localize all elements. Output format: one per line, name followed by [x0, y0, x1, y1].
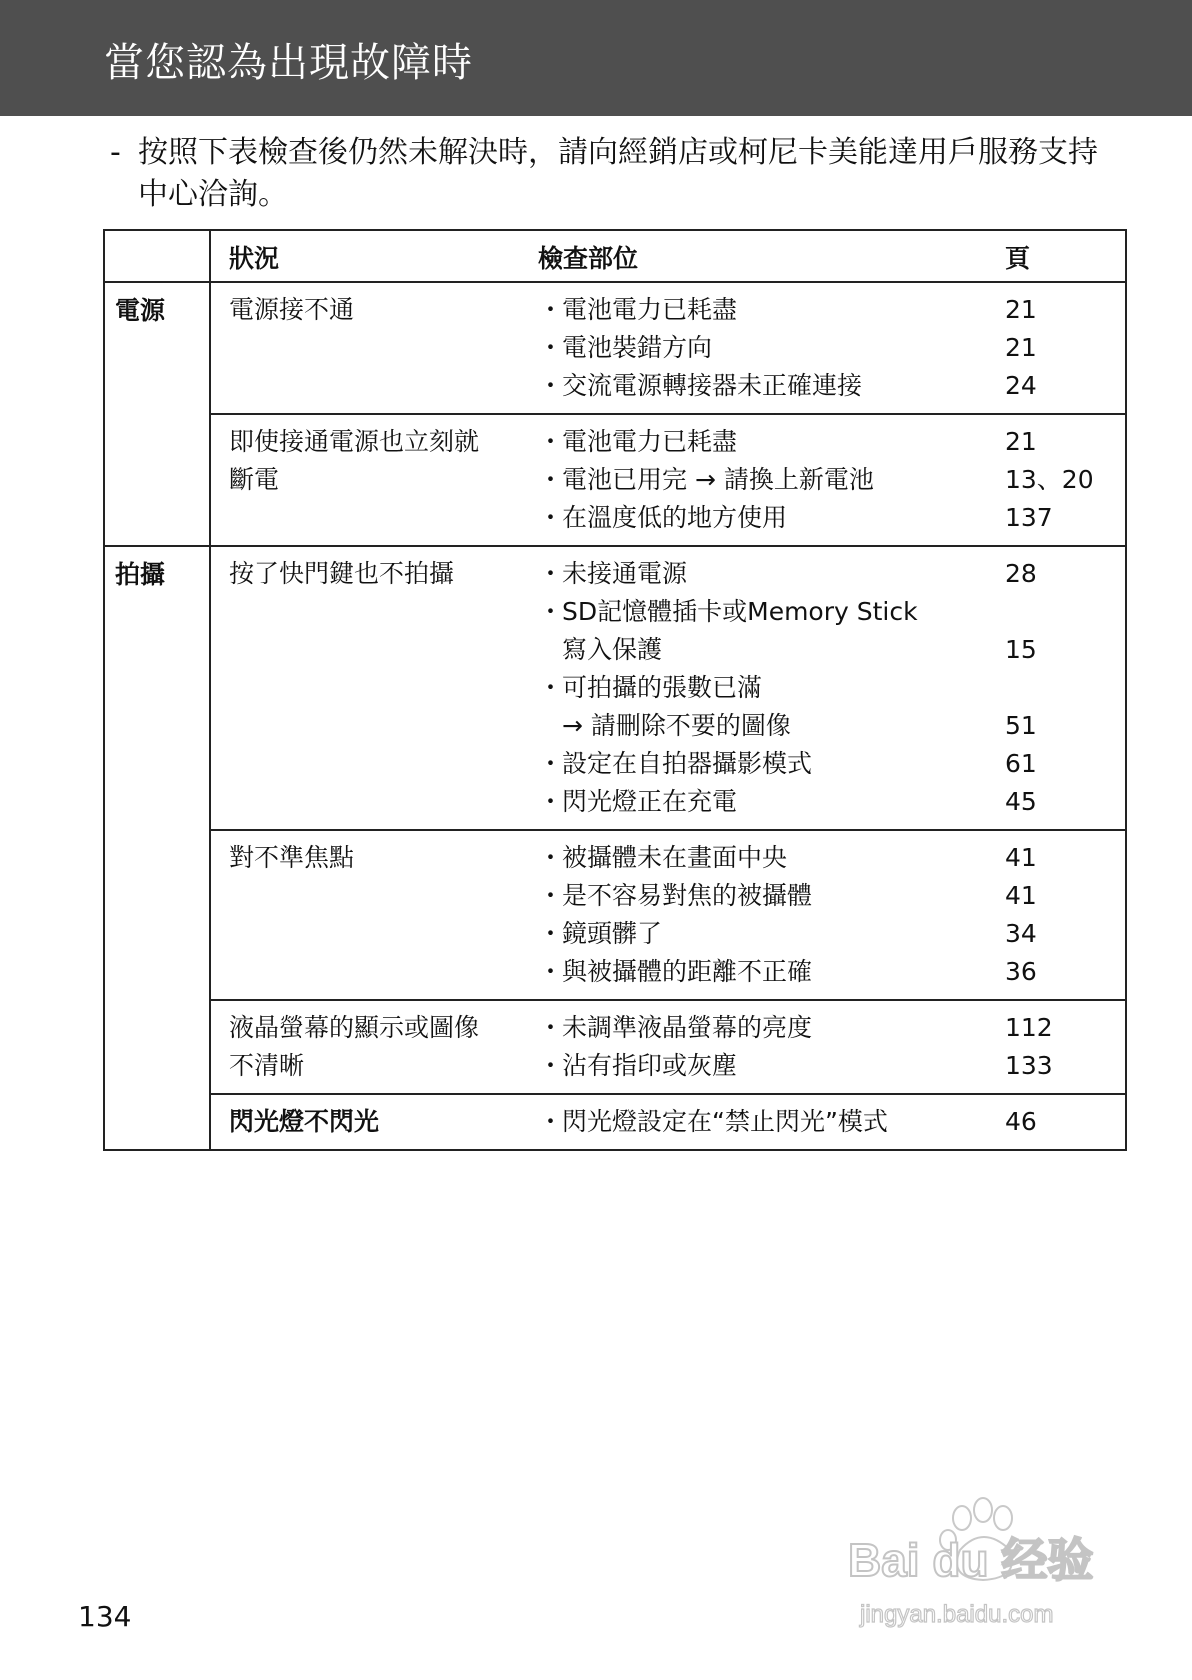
- check-item: [538, 461, 1005, 499]
- intro-dash: -: [110, 135, 121, 170]
- category-cell: 拍攝: [104, 546, 210, 1150]
- table-row: [104, 546, 1126, 830]
- table-row: [104, 830, 1126, 1000]
- page-reference: 45: [1005, 787, 1037, 816]
- table-body: [104, 282, 1126, 1150]
- situation-cell: [210, 830, 534, 1000]
- situation-cell: [210, 282, 534, 414]
- check-item: [538, 1047, 1005, 1085]
- bullet-icon: ・: [538, 1013, 564, 1042]
- check-text: 沾有指印或灰塵: [562, 1051, 738, 1080]
- check-item: [538, 499, 1005, 537]
- check-text: 寫入保護: [562, 635, 663, 664]
- page-cell: [1005, 1094, 1126, 1150]
- page-cell: [1005, 282, 1126, 414]
- check-item: [538, 291, 1005, 329]
- bullet-icon: ・: [538, 673, 564, 702]
- check-item: [538, 329, 1005, 367]
- page-reference: 21: [1005, 427, 1037, 456]
- check-text: → 請刪除不要的圖像: [562, 711, 791, 740]
- situation-text: 即使接通電源也立刻就: [229, 427, 480, 456]
- bullet-icon: ・: [538, 1107, 564, 1136]
- situation-cell: [210, 1094, 534, 1150]
- watermark-brand: Bai du 经验: [848, 1534, 1094, 1586]
- page-reference: 34: [1005, 919, 1037, 948]
- check-text: SD記憶體插卡或Memory Stick: [562, 597, 918, 626]
- check-item: [538, 915, 1005, 953]
- page-cell: [1005, 1000, 1126, 1094]
- bullet-icon: ・: [538, 957, 564, 986]
- bullet-icon: ・: [538, 597, 564, 626]
- check-text: 可拍攝的張數已滿: [562, 673, 763, 702]
- header-check: 檢查部位: [534, 230, 1005, 282]
- situation-text: 對不準焦點: [229, 843, 355, 872]
- page-reference: 112: [1005, 1013, 1053, 1042]
- header-page: 頁: [1005, 230, 1126, 282]
- situation-cell: [210, 1000, 534, 1094]
- check-text: 電池電力已耗盡: [562, 295, 738, 324]
- bullet-icon: ・: [538, 881, 564, 910]
- page-cell: [1005, 414, 1126, 546]
- check-text: 在溫度低的地方使用: [562, 503, 788, 532]
- check-text: 交流電源轉接器未正確連接: [562, 371, 863, 400]
- page-reference: [1005, 669, 1125, 707]
- bullet-icon: ・: [538, 1051, 564, 1080]
- check-item: [538, 783, 1005, 821]
- check-item: [538, 631, 1005, 669]
- check-cell: [534, 1000, 1005, 1094]
- page-cell: [1005, 546, 1126, 830]
- page-reference: [1005, 593, 1125, 631]
- situation-cell: [210, 414, 534, 546]
- check-text: 設定在自拍器攝影模式: [562, 749, 813, 778]
- table-row: [104, 1000, 1126, 1094]
- situation-text: 液晶螢幕的顯示或圖像: [229, 1013, 480, 1042]
- table-row: [104, 282, 1126, 414]
- check-cell: [534, 414, 1005, 546]
- page-reference: 15: [1005, 635, 1037, 664]
- page-reference: 28: [1005, 559, 1037, 588]
- situation-text: 電源接不通: [229, 295, 355, 324]
- bullet-icon: ・: [538, 427, 564, 456]
- situation-text: 不清晰: [229, 1051, 305, 1080]
- page-reference: 61: [1005, 749, 1037, 778]
- check-text: 電池已用完 → 請換上新電池: [562, 465, 874, 494]
- page-reference: 13、20: [1005, 465, 1094, 494]
- bullet-icon: ・: [538, 749, 564, 778]
- check-item: [538, 953, 1005, 991]
- category-cell: 電源: [104, 282, 210, 546]
- situation-text: 斷電: [229, 465, 280, 494]
- check-item: [538, 669, 1005, 707]
- header-bar: [0, 0, 1192, 116]
- situation-text: 閃光燈不閃光: [229, 1107, 380, 1136]
- table-row: [104, 414, 1126, 546]
- check-item: [538, 555, 1005, 593]
- page-reference: 24: [1005, 371, 1037, 400]
- bullet-icon: ・: [538, 465, 564, 494]
- page-reference: 137: [1005, 503, 1053, 532]
- check-text: 與被攝體的距離不正確: [562, 957, 813, 986]
- check-item: [538, 1103, 1005, 1141]
- check-cell: [534, 546, 1005, 830]
- page-cell: [1005, 830, 1126, 1000]
- bullet-icon: ・: [538, 843, 564, 872]
- page-number: 134: [78, 1600, 132, 1633]
- check-cell: [534, 830, 1005, 1000]
- check-item: [538, 745, 1005, 783]
- intro-note: [110, 132, 1100, 216]
- check-item: [538, 839, 1005, 877]
- page-reference: 46: [1005, 1107, 1037, 1136]
- troubleshooting-table: [103, 229, 1127, 1151]
- header-category: [104, 230, 210, 282]
- intro-text: 按照下表檢查後仍然未解決時，請向經銷店或柯尼卡美能達用戶服務支持中心洽詢。: [138, 135, 1098, 212]
- situation-text: 按了快門鍵也不拍攝: [229, 559, 455, 588]
- baidu-watermark: [840, 1488, 1130, 1638]
- check-text: 閃光燈設定在“禁止閃光”模式: [562, 1107, 888, 1136]
- table-row: [104, 1094, 1126, 1150]
- check-text: 未調準液晶螢幕的亮度: [562, 1013, 813, 1042]
- page-title: 當您認為出現故障時: [104, 40, 473, 86]
- check-item: [538, 367, 1005, 405]
- bullet-icon: ・: [538, 503, 564, 532]
- check-item: [538, 1009, 1005, 1047]
- page-reference: 41: [1005, 881, 1037, 910]
- check-text: 電池電力已耗盡: [562, 427, 738, 456]
- bullet-icon: ・: [538, 919, 564, 948]
- check-text: 是不容易對焦的被攝體: [562, 881, 813, 910]
- bullet-icon: ・: [538, 295, 564, 324]
- table-header-row: [104, 230, 1126, 282]
- bullet-icon: ・: [538, 559, 564, 588]
- page-reference: 133: [1005, 1051, 1053, 1080]
- check-text: 未接通電源: [562, 559, 688, 588]
- check-text: 鏡頭髒了: [562, 919, 663, 948]
- check-cell: [534, 282, 1005, 414]
- check-text: 閃光燈正在充電: [562, 787, 738, 816]
- bullet-icon: ・: [538, 787, 564, 816]
- check-item: [538, 877, 1005, 915]
- page-reference: 51: [1005, 711, 1037, 740]
- page-reference: 41: [1005, 843, 1037, 872]
- bullet-icon: ・: [538, 333, 564, 362]
- watermark-url: jingyan.baidu.com: [860, 1601, 1054, 1628]
- page-reference: 21: [1005, 333, 1037, 362]
- bullet-icon: ・: [538, 371, 564, 400]
- check-cell: [534, 1094, 1005, 1150]
- check-text: 被攝體未在畫面中央: [562, 843, 788, 872]
- page-reference: 36: [1005, 957, 1037, 986]
- check-text: 電池裝錯方向: [562, 333, 713, 362]
- check-item: [538, 593, 1005, 631]
- header-situation: 狀況: [210, 230, 534, 282]
- page-reference: 21: [1005, 295, 1037, 324]
- check-item: [538, 707, 1005, 745]
- check-item: [538, 423, 1005, 461]
- situation-cell: [210, 546, 534, 830]
